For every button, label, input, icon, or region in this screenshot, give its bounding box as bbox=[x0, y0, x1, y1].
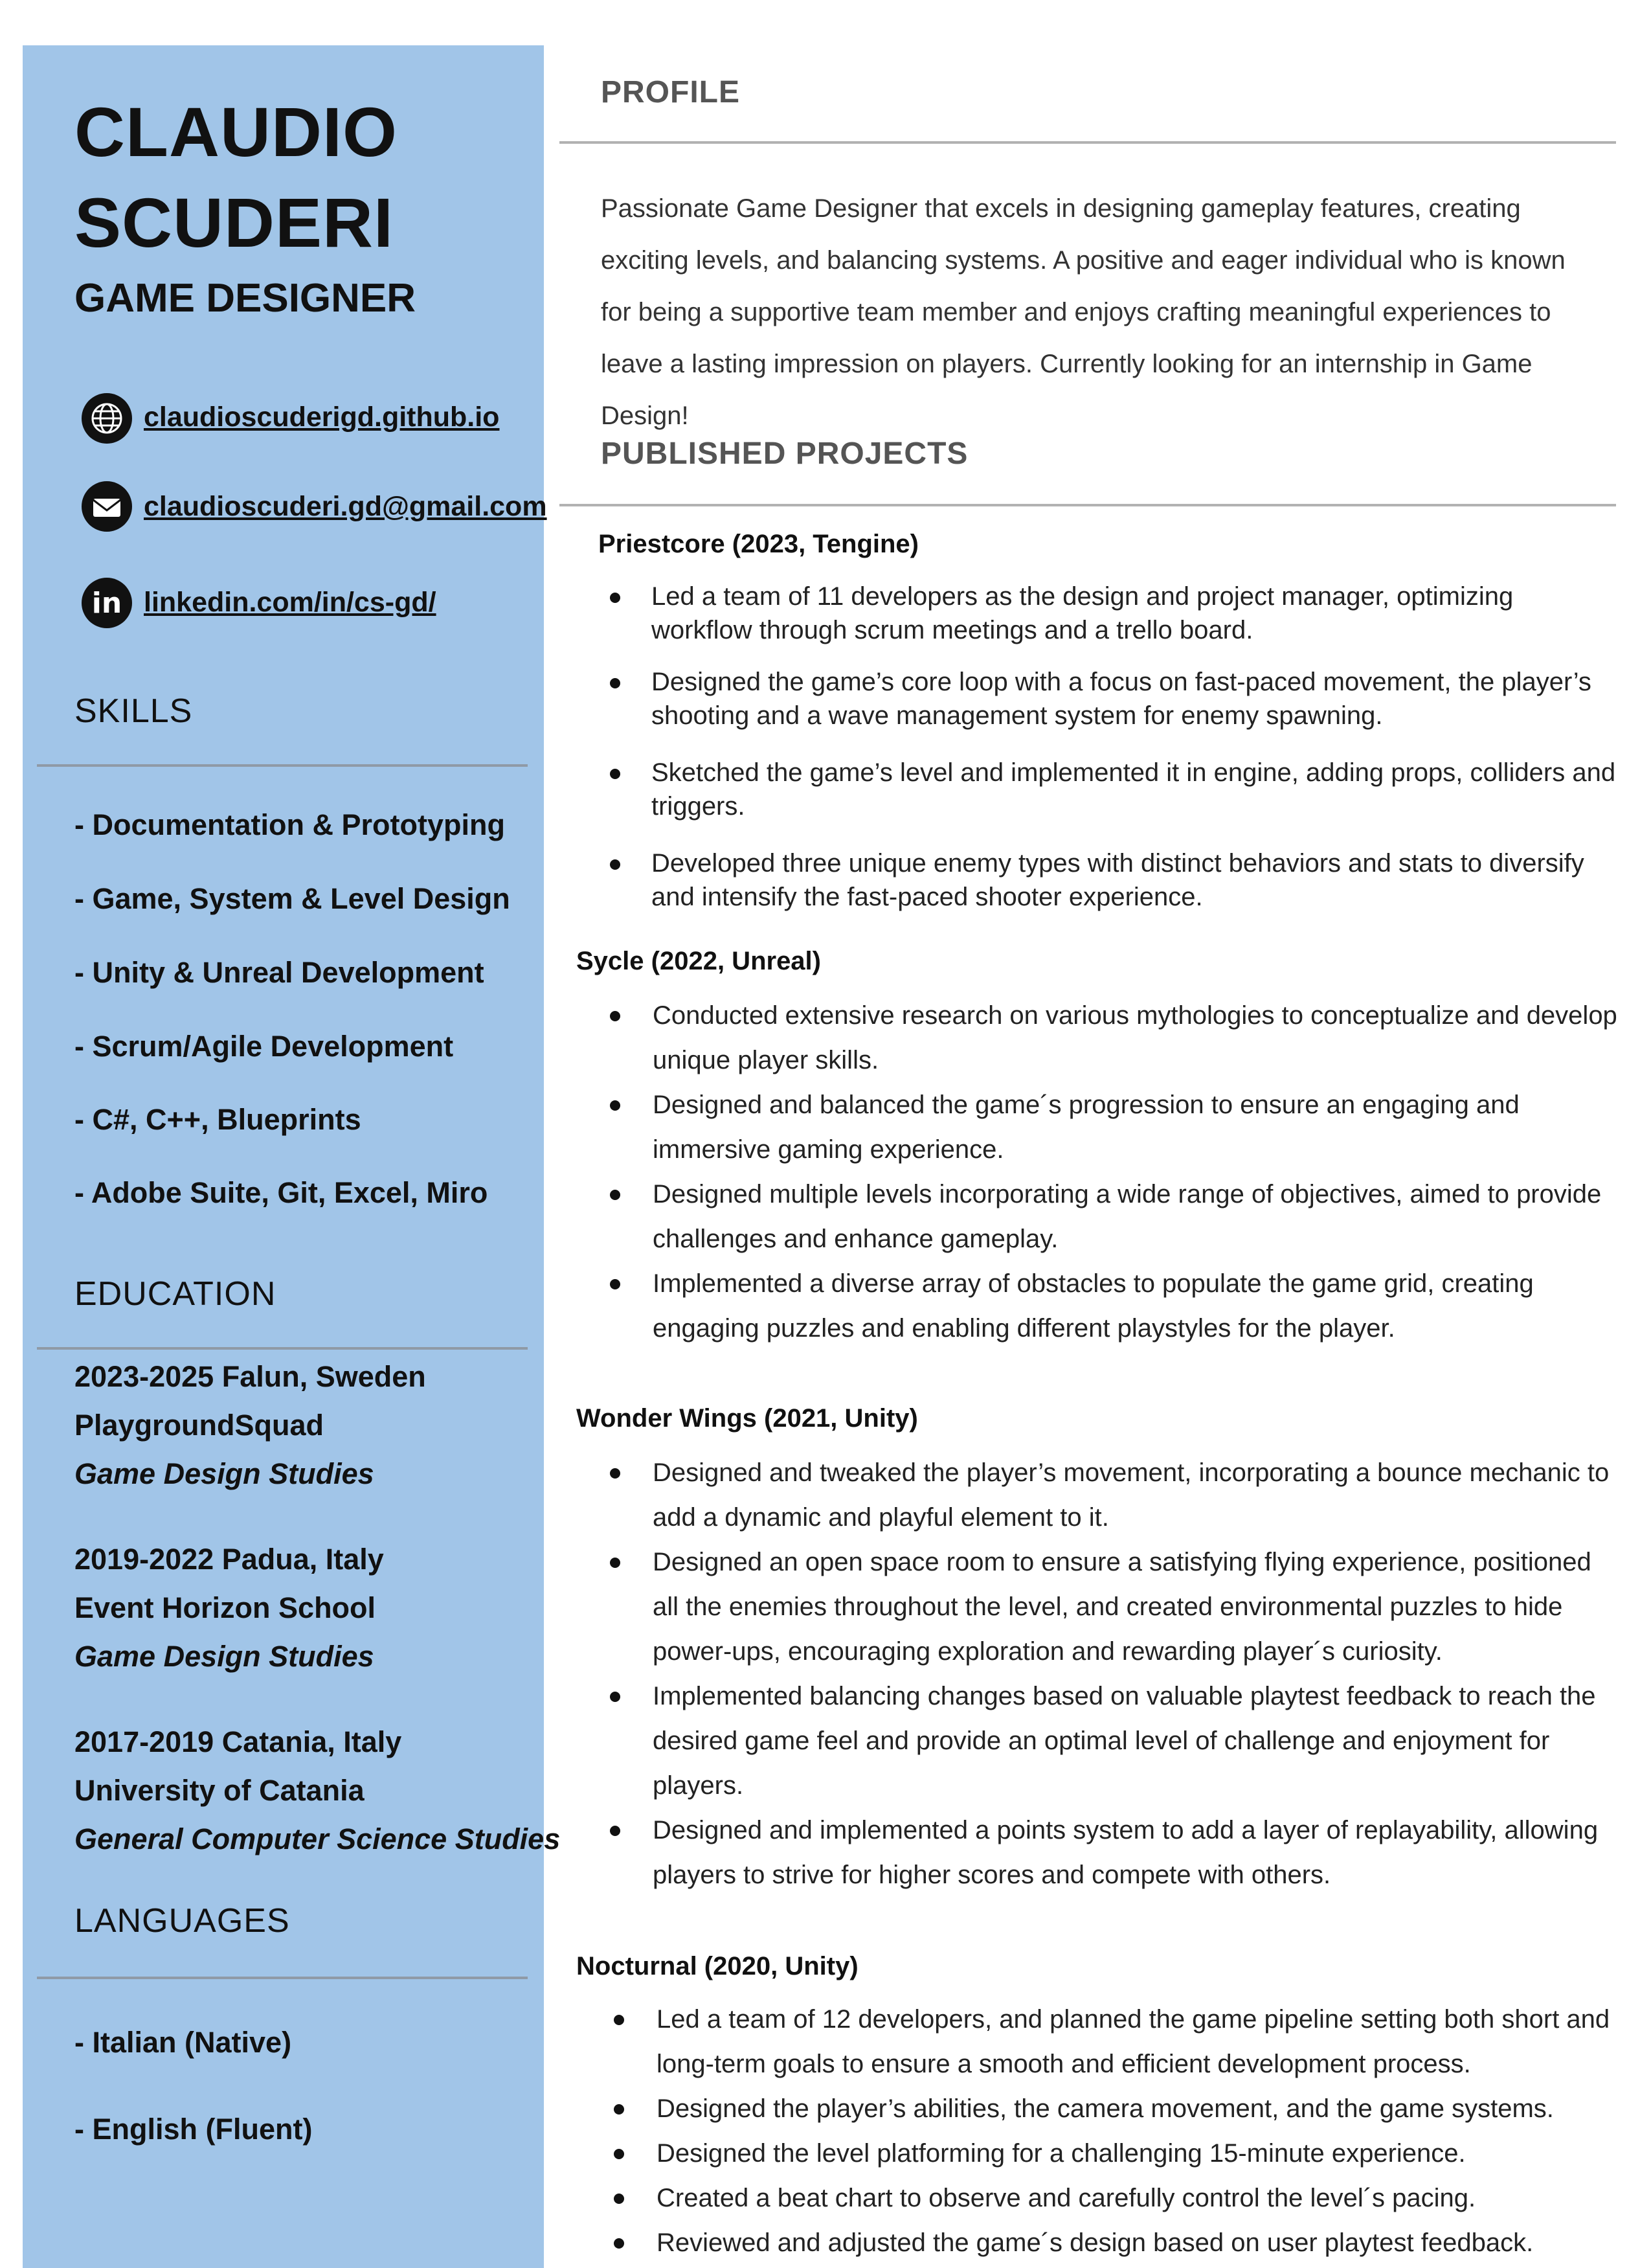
languages-heading: LANGUAGES bbox=[74, 1902, 290, 1940]
project-bullets bbox=[653, 1451, 1617, 1898]
project-bullet: Led a team of 11 developers as the design and project manager, optimizing workflow through scrum meetings and a trello board. bbox=[651, 580, 1616, 647]
project-bullets bbox=[653, 993, 1617, 1351]
education-program: General Computer Science Studies bbox=[74, 1822, 561, 1855]
education-heading: EDUCATION bbox=[74, 1275, 276, 1313]
project-bullet: Sketched the game’s level and implemented it in engine, adding props, colliders and triggers. bbox=[651, 756, 1616, 823]
project-bullet: Implemented balancing changes based on valuable playtest feedback to reach the desired game feel and provide an optimal level of challenge and enjoyment for players. bbox=[653, 1674, 1617, 1808]
project-bullet: Implemented a diverse array of obstacles to populate the game grid, creating engaging puzzles and enabling different playstyles for the player. bbox=[653, 1262, 1617, 1351]
project-bullets bbox=[651, 580, 1616, 914]
project-bullet: Developed three unique enemy types with distinct behaviors and stats to diversify and intensify the fast-paced shooter experience. bbox=[651, 846, 1616, 914]
language-item: - Italian (Native) bbox=[74, 2026, 292, 2059]
first-name: CLAUDIO bbox=[74, 93, 398, 171]
languages-divider bbox=[37, 1977, 528, 1979]
project-bullet: Designed and tweaked the player’s movement, incorporating a bounce mechanic to add a dynamic and playful element to it. bbox=[653, 1451, 1617, 1540]
project-title: Priestcore (2023, Tengine) bbox=[598, 530, 919, 558]
education-dates-place: 2019-2022 Padua, Italy bbox=[74, 1543, 384, 1576]
project-bullet: Created a beat chart to observe and carefully control the level´s pacing. bbox=[657, 2176, 1621, 2221]
skills-divider bbox=[37, 764, 528, 767]
linkedin-glyph: in bbox=[91, 586, 122, 620]
skill-item: - Unity & Unreal Development bbox=[74, 956, 484, 989]
language-item: - English (Fluent) bbox=[74, 2113, 313, 2146]
skill-item: - Adobe Suite, Git, Excel, Miro bbox=[74, 1176, 488, 1209]
project-bullet: Designed multiple levels incorporating a wide range of objectives, aimed to provide challenges and enhance gameplay. bbox=[653, 1172, 1617, 1262]
education-dates-place: 2023-2025 Falun, Sweden bbox=[74, 1360, 426, 1393]
project-bullet: Designed an open space room to ensure a satisfying flying experience, positioned all the enemies throughout the level, and created environmental puzzles to hide power-ups, encouraging exploration and rewarding player´s curiosity. bbox=[653, 1540, 1617, 1674]
education-dates-place: 2017-2019 Catania, Italy bbox=[74, 1725, 402, 1758]
education-school: PlaygroundSquad bbox=[74, 1409, 324, 1442]
skill-item: - Game, System & Level Design bbox=[74, 882, 510, 915]
project-bullet: Designed the player’s abilities, the camera movement, and the game systems. bbox=[657, 2087, 1621, 2131]
projects-divider bbox=[559, 504, 1616, 506]
project-bullet: Designed and implemented a points system to add a layer of replayability, allowing players to strive for higher scores and compete with others. bbox=[653, 1808, 1617, 1898]
project-title: Nocturnal (2020, Unity) bbox=[576, 1952, 859, 1980]
education-school: University of Catania bbox=[74, 1774, 365, 1807]
project-bullets bbox=[657, 1997, 1621, 2265]
skill-item: - C#, C++, Blueprints bbox=[74, 1103, 361, 1136]
education-program: Game Design Studies bbox=[74, 1640, 374, 1673]
project-bullet: Designed and balanced the game´s progression to ensure an engaging and immersive gaming experience. bbox=[653, 1083, 1617, 1172]
education-entry bbox=[74, 1535, 384, 1681]
project-title: Sycle (2022, Unreal) bbox=[576, 947, 821, 975]
profile-heading: PROFILE bbox=[601, 75, 741, 109]
project-bullet: Designed the game’s core loop with a focus on fast-paced movement, the player’s shooting and a wave management system for enemy spawning. bbox=[651, 665, 1616, 732]
skills-heading: SKILLS bbox=[74, 692, 193, 730]
project-bullet: Reviewed and adjusted the game´s design based on user playtest feedback. bbox=[657, 2221, 1621, 2265]
project-bullet: Led a team of 12 developers, and planned the game pipeline setting both short and long-term goals to ensure a smooth and efficient development process. bbox=[657, 1997, 1621, 2087]
linkedin-link[interactable]: linkedin.com/in/cs-gd/ bbox=[144, 587, 436, 618]
education-divider bbox=[37, 1347, 528, 1350]
website-link[interactable]: claudioscuderigd.github.io bbox=[144, 402, 500, 433]
project-title: Wonder Wings (2021, Unity) bbox=[576, 1404, 918, 1433]
globe-icon bbox=[82, 393, 132, 444]
education-school: Event Horizon School bbox=[74, 1591, 376, 1624]
education-entry bbox=[74, 1352, 426, 1498]
profile-summary: Passionate Game Designer that excels in designing gameplay features, creating exciting levels, and balancing systems. A positive and eager individual who is known for being a supportive team member and enjoys crafting meaningful experiences to leave a lasting impression on players. Currently looking for an internship in Game Design! bbox=[601, 194, 1566, 430]
projects-heading: PUBLISHED PROJECTS bbox=[601, 437, 969, 471]
education-entry bbox=[74, 1718, 560, 1863]
skill-item: - Scrum/Agile Development bbox=[74, 1030, 454, 1063]
linkedin-icon bbox=[82, 578, 132, 628]
skill-item: - Documentation & Prototyping bbox=[74, 808, 505, 841]
email-link[interactable]: claudioscuderi.gd@gmail.com bbox=[144, 491, 547, 522]
profile-divider bbox=[559, 141, 1616, 144]
project-bullet: Conducted extensive research on various mythologies to conceptualize and develop unique player skills. bbox=[653, 993, 1617, 1083]
last-name: SCUDERI bbox=[74, 183, 394, 262]
job-title: GAME DESIGNER bbox=[74, 276, 416, 321]
project-bullet: Designed the level platforming for a challenging 15-minute experience. bbox=[657, 2131, 1621, 2176]
mail-icon bbox=[82, 481, 132, 532]
education-program: Game Design Studies bbox=[74, 1457, 374, 1490]
